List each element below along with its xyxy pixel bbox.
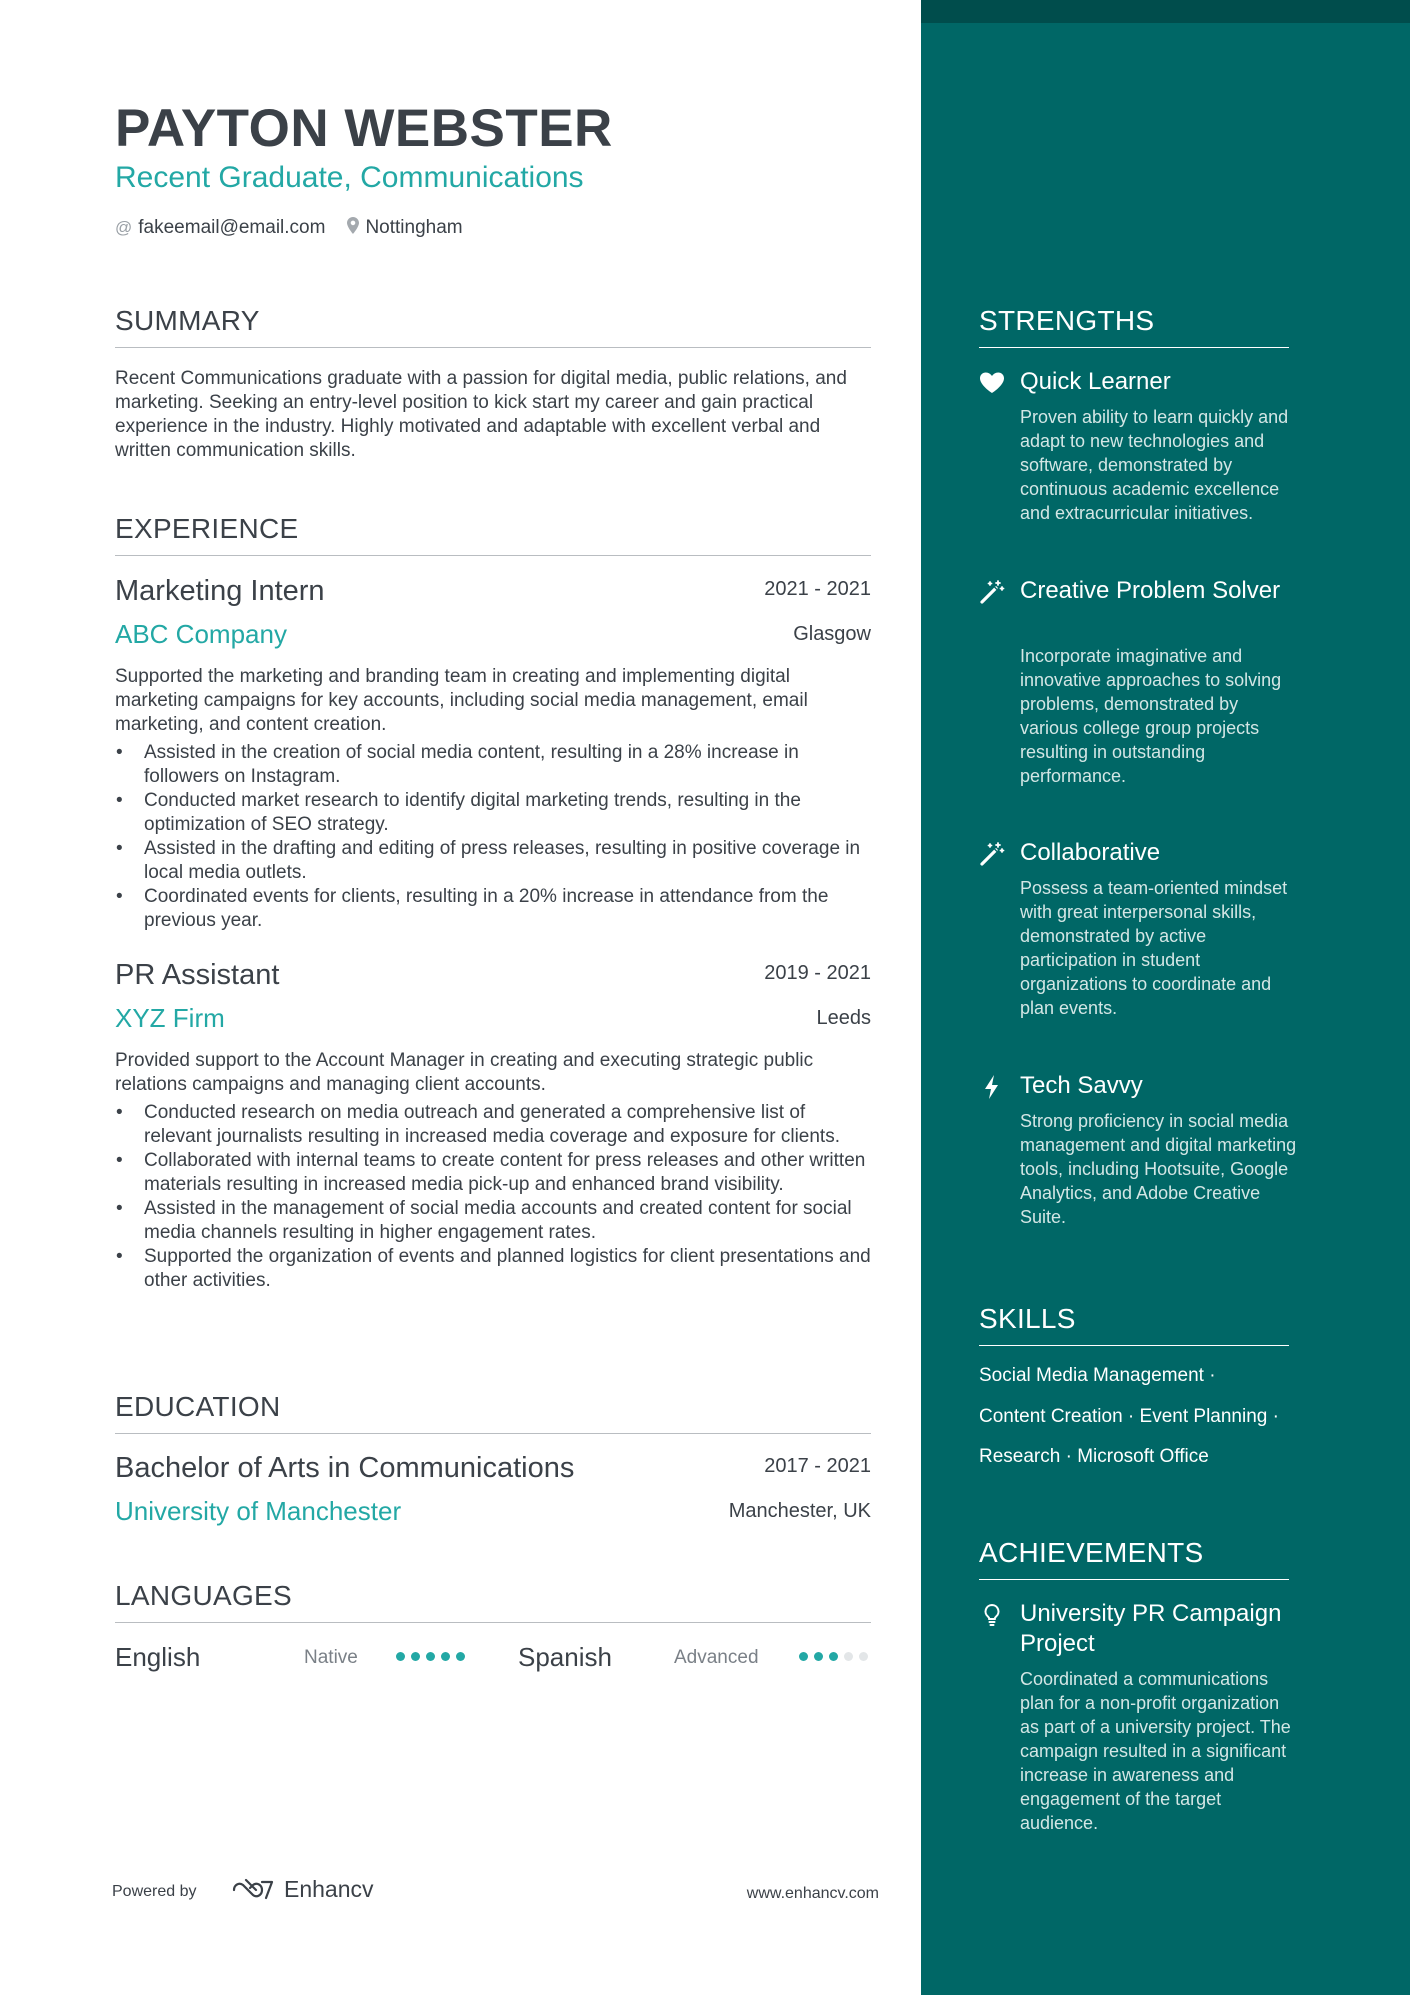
rating-dot	[814, 1652, 823, 1661]
list-item: • Collaborated with internal teams to create content for press releases and other written materials resulting in increased media pick-up and enhanced brand visibility.	[115, 1149, 871, 1197]
skill-line: Social Media Management ·	[979, 1365, 1216, 1386]
location-pin-icon	[347, 217, 359, 239]
footer-url[interactable]: www.enhancv.com	[746, 1885, 879, 1902]
strength-title: Quick Learner	[1020, 368, 1171, 395]
at-icon: @	[115, 218, 133, 237]
heart-icon	[979, 370, 1005, 396]
achievements-heading: ACHIEVEMENTS	[979, 1537, 1289, 1580]
rating-dot	[829, 1652, 838, 1661]
magic-wand-icon	[979, 841, 1005, 867]
job-location: Leeds	[816, 1007, 871, 1029]
languages-heading: LANGUAGES	[115, 1580, 871, 1623]
job-title: Marketing Intern	[115, 575, 325, 607]
location-text: Nottingham	[365, 217, 463, 238]
lightbulb-icon	[979, 1602, 1005, 1628]
rating-dot	[426, 1652, 435, 1661]
language-name: Spanish	[518, 1642, 612, 1672]
education-heading: EDUCATION	[115, 1391, 871, 1434]
job-description: Provided support to the Account Manager in creating and executing strategic public relations campaigns and managing client accounts.	[115, 1050, 814, 1095]
candidate-name: PAYTON WEBSTER	[115, 99, 613, 158]
list-item: • Conducted research on media outreach and generated a comprehensive list of relevant journalists resulting in increased media coverage and exposure for clients.	[115, 1101, 871, 1149]
language-rating	[799, 1652, 868, 1661]
lightning-icon	[979, 1074, 1005, 1100]
enhancv-logo-icon	[230, 1878, 276, 1902]
job-dates: 2019 - 2021	[764, 962, 871, 984]
job-bullets	[115, 1101, 871, 1293]
list-item: • Assisted in the drafting and editing of press releases, resulting in positive coverage in local media outlets.	[115, 837, 871, 885]
strength-title: Collaborative	[1020, 839, 1161, 866]
education-dates: 2017 - 2021	[764, 1455, 871, 1477]
job-company: XYZ Firm	[115, 1003, 225, 1033]
summary-heading: SUMMARY	[115, 305, 871, 348]
location-item	[347, 217, 462, 239]
resume-sidebar	[921, 0, 1410, 1995]
strength-description: Possess a team-oriented mindset with great interpersonal skills, demonstrated by active participation in student organizations to coordinate and plan events.	[1020, 878, 1288, 1018]
skills-heading: SKILLS	[979, 1303, 1289, 1346]
enhancv-logo[interactable]	[230, 1876, 374, 1903]
sidebar-top-strip	[921, 0, 1410, 23]
rating-dot	[411, 1652, 420, 1661]
job-location: Glasgow	[793, 623, 871, 645]
achievement-description: Coordinated a communications plan for a non-profit organization as part of a university project. The campaign resulted in a significant increase in awareness and engagement of the target audience.	[1020, 1669, 1291, 1833]
strength-title: Creative Problem Solver	[1020, 577, 1281, 604]
list-item: • Conducted market research to identify digital marketing trends, resulting in the optimization of SEO strategy.	[115, 789, 871, 837]
enhancv-brand-text: Enhancv	[284, 1876, 374, 1902]
skill-line: Research · Microsoft Office	[979, 1446, 1209, 1467]
language-level: Advanced	[674, 1647, 759, 1668]
job-title: PR Assistant	[115, 959, 280, 991]
language-rating	[396, 1652, 465, 1661]
school-name: University of Manchester	[115, 1496, 402, 1526]
list-item: • Assisted in the management of social media accounts and created content for social media channels resulting in higher engagement rates.	[115, 1197, 871, 1245]
rating-dot	[456, 1652, 465, 1661]
job-dates: 2021 - 2021	[764, 578, 871, 600]
list-item: • Assisted in the creation of social media content, resulting in a 28% increase in followers on Instagram.	[115, 741, 871, 789]
list-item: • Coordinated events for clients, resulting in a 20% increase in attendance from the previous year.	[115, 885, 871, 933]
language-name: English	[115, 1642, 201, 1672]
strength-title: Tech Savvy	[1020, 1072, 1143, 1099]
achievement-title: University PR Campaign Project	[1020, 1600, 1282, 1657]
contact-info	[115, 217, 463, 239]
email-text[interactable]: fakeemail@email.com	[138, 217, 326, 238]
school-location: Manchester, UK	[728, 1500, 871, 1522]
skill-line: Content Creation · Event Planning ·	[979, 1406, 1279, 1427]
summary-text: Recent Communications graduate with a passion for digital media, public relations, and marketing. Seeking an entry-level position to kick start my career and gain practical experience in the industry. Highly motivated and adaptable with excellent verbal and written communication skills.	[115, 368, 847, 461]
magic-wand-icon	[979, 579, 1005, 605]
language-level: Native	[304, 1647, 358, 1668]
rating-dot	[859, 1652, 868, 1661]
job-description: Supported the marketing and branding team in creating and implementing digital marketing campaigns for key accounts, including social media management, email marketing, and content creation.	[115, 666, 808, 735]
candidate-title: Recent Graduate, Communications	[115, 161, 584, 194]
degree-title: Bachelor of Arts in Communications	[115, 1452, 575, 1484]
rating-dot	[844, 1652, 853, 1661]
rating-dot	[396, 1652, 405, 1661]
strengths-heading: STRENGTHS	[979, 305, 1289, 348]
strength-description: Incorporate imaginative and innovative approaches to solving problems, demonstrated by various college group projects resulting in outstanding performance.	[1020, 646, 1282, 786]
email-item	[115, 217, 325, 239]
experience-heading: EXPERIENCE	[115, 513, 871, 556]
job-bullets	[115, 741, 871, 933]
rating-dot	[441, 1652, 450, 1661]
list-item: • Supported the organization of events and planned logistics for client presentations and other activities.	[115, 1245, 871, 1293]
job-company: ABC Company	[115, 619, 287, 649]
strength-description: Strong proficiency in social media management and digital marketing tools, including Hootsuite, Google Analytics, and Adobe Creative Suite.	[1020, 1111, 1297, 1227]
strength-description: Proven ability to learn quickly and adapt to new technologies and software, demonstrated by continuous academic excellence and extracurricular initiatives.	[1020, 407, 1289, 523]
powered-by-label: Powered by	[112, 1883, 197, 1900]
rating-dot	[799, 1652, 808, 1661]
